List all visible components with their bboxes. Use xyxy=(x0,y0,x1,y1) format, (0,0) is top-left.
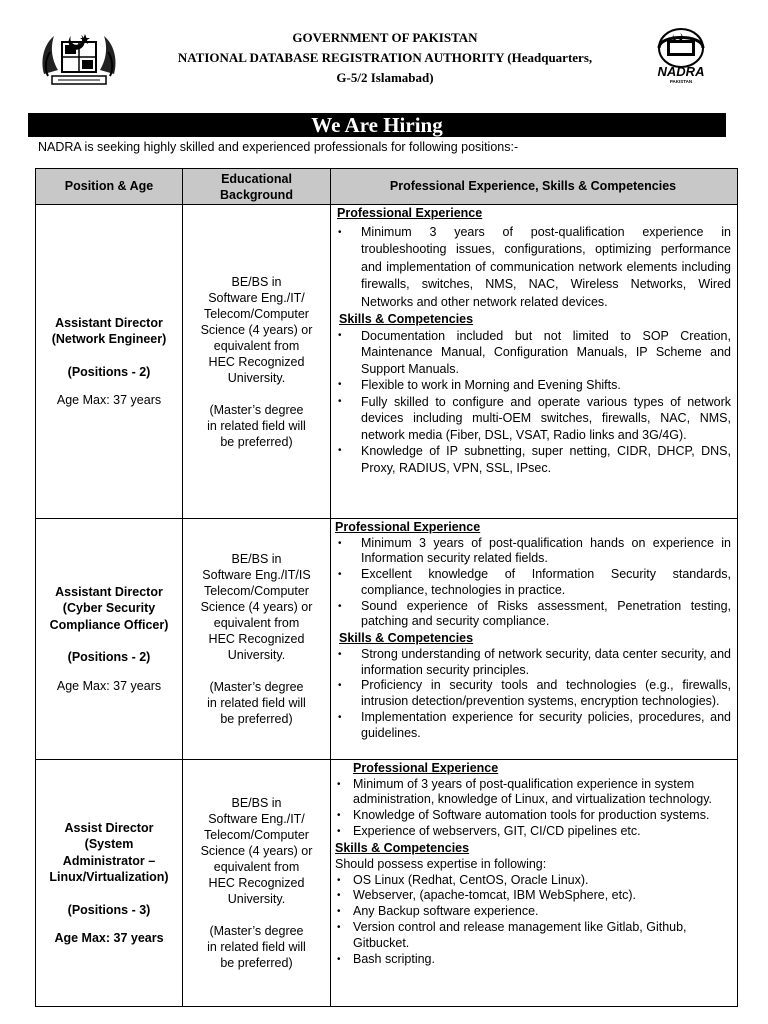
experience-heading: Professional Experience xyxy=(335,520,481,534)
position-count: (Positions - 2) xyxy=(67,650,151,665)
list-item: • Minimum 3 years of post-qualification hands on experience in Information security related fields. xyxy=(335,536,731,568)
position-title-line: (System xyxy=(84,837,134,851)
table-row xyxy=(36,205,738,519)
education-line: Telecom/Computer xyxy=(204,584,309,598)
col-header-education xyxy=(183,169,331,205)
education-cell xyxy=(183,760,331,1007)
age-limit: Age Max: 37 years xyxy=(56,393,162,407)
skills-heading: Skills & Competencies xyxy=(339,312,474,327)
education-line: University. xyxy=(227,648,286,662)
position-count: (Positions - 3) xyxy=(67,902,151,917)
age-limit: Age Max: 37 years xyxy=(54,931,164,945)
education-cell xyxy=(183,519,331,760)
letterhead-line-3: G-5/2 Islamabad) xyxy=(336,70,434,85)
list-item: • Documentation included but not limited to SOP Creation, Maintenance Manual, Configuration Manuals, IP Scheme and Support Manuals. xyxy=(335,328,731,378)
education-note-line: in related field will xyxy=(207,418,306,433)
nadra-logo-icon xyxy=(648,26,714,84)
col-header-education-text: Educational Background xyxy=(220,171,293,202)
position-cell xyxy=(36,205,183,519)
education-note-line: (Master’s degree xyxy=(209,402,304,417)
pakistan-emblem-icon xyxy=(38,30,120,86)
list-item: • Any Backup software experience. xyxy=(335,904,731,920)
education-cell xyxy=(183,205,331,519)
skills-list xyxy=(335,647,731,742)
experience-heading: Professional Experience xyxy=(353,761,499,775)
position-title-line: Compliance Officer) xyxy=(49,617,169,632)
education-note-line: (Master’s degree xyxy=(209,924,304,938)
experience-list xyxy=(335,224,731,312)
education-line: HEC Recognized xyxy=(208,876,305,890)
education-line: equivalent from xyxy=(213,860,300,874)
skills-heading: Skills & Competencies xyxy=(339,631,474,646)
list-item: • Minimum 3 years of post-qualification experience in troubleshooting issues, configurations, optimizing performance and implementation of communication network elements including firewalls, switches, NMS, NAC, Wireless Networks, Wired Networks and other network related devices. xyxy=(335,224,731,312)
education-line: Science (4 years) or xyxy=(200,322,313,337)
table-header-row xyxy=(36,169,738,205)
education-line: University. xyxy=(227,892,286,906)
list-item: • Knowledge of IP subnetting, super netting, CIDR, DHCP, DNS, Proxy, RADIUS, VPN, SSL, IPsec. xyxy=(335,443,731,476)
list-item: • Experience of webservers, GIT, CI/CD pipelines etc. xyxy=(335,824,731,840)
position-title-line: (Cyber Security xyxy=(62,601,156,616)
list-item: • Knowledge of Software automation tools for production systems. xyxy=(335,808,731,824)
education-note-line: (Master’s degree xyxy=(209,680,304,694)
letterhead xyxy=(0,0,768,108)
position-cell xyxy=(36,760,183,1007)
letterhead-title xyxy=(130,28,640,88)
col-header-position: Position & Age xyxy=(36,169,183,205)
letterhead-line-2: NATIONAL DATABASE REGISTRATION AUTHORITY (Headquarters, xyxy=(177,50,593,65)
education-line: Software Eng./IT/ xyxy=(208,290,305,305)
education-line: equivalent from xyxy=(213,338,300,353)
list-item: • Flexible to work in Morning and Evening Shifts. xyxy=(335,377,731,394)
position-cell xyxy=(36,519,183,760)
requirements-cell xyxy=(331,205,738,519)
list-item: • OS Linux (Redhat, CentOS, Oracle Linux). xyxy=(335,873,731,889)
education-line: HEC Recognized xyxy=(208,354,305,369)
list-item: • Implementation experience for security policies, procedures, and guidelines. xyxy=(335,710,731,742)
education-line: Software Eng./IT/IS xyxy=(202,568,311,582)
position-title-line: Administrator – xyxy=(62,853,156,868)
education-line: Telecom/Computer xyxy=(204,306,309,321)
letterhead-line-1: GOVERNMENT OF PAKISTAN xyxy=(292,30,478,45)
col-header-experience: Professional Experience, Skills & Competencies xyxy=(331,169,738,205)
position-title-line: Linux/Virtualization) xyxy=(49,870,169,884)
table-row xyxy=(36,760,738,1007)
skills-intro: Should possess expertise in following: xyxy=(335,857,547,872)
education-note-line: in related field will xyxy=(207,940,306,954)
education-line: HEC Recognized xyxy=(208,632,305,646)
education-line: Science (4 years) or xyxy=(200,844,313,858)
education-line: BE/BS in xyxy=(231,796,282,810)
education-note-line: be preferred) xyxy=(220,956,293,970)
skills-list xyxy=(335,873,731,968)
education-line: Science (4 years) or xyxy=(200,600,313,614)
list-item: • Version control and release management like Gitlab, Github, Gitbucket. xyxy=(335,920,731,952)
intro-text: NADRA is seeking highly skilled and experienced professionals for following positions:- xyxy=(38,140,519,154)
list-item: • Strong understanding of network security, data center security, and information security principles. xyxy=(335,647,731,679)
education-note-line: in related field will xyxy=(207,696,306,710)
age-limit: Age Max: 37 years xyxy=(56,678,162,693)
skills-heading: Skills & Competencies xyxy=(335,840,470,855)
experience-list xyxy=(335,777,731,840)
position-title-line: Assistant Director xyxy=(55,315,163,330)
education-line: equivalent from xyxy=(213,616,300,630)
list-item: • Bash scripting. xyxy=(335,952,731,968)
position-title-line: Assistant Director xyxy=(55,584,163,599)
list-item: • Minimum of 3 years of post-qualification experience in system administration, knowledge of Linux, and virtualization technology. xyxy=(335,777,731,809)
skills-list xyxy=(335,328,731,477)
experience-list xyxy=(335,536,731,631)
experience-heading: Professional Experience xyxy=(337,206,483,220)
education-line: BE/BS in xyxy=(231,552,282,566)
nadra-logo-subtext: PAKISTAN xyxy=(669,79,693,84)
education-line: BE/BS in xyxy=(231,274,282,289)
education-line: Telecom/Computer xyxy=(204,828,309,842)
education-line: University. xyxy=(227,370,286,385)
table-row xyxy=(36,519,738,760)
requirements-cell xyxy=(331,519,738,760)
requirements-cell xyxy=(331,760,738,1007)
education-line: Software Eng./IT/ xyxy=(208,812,305,826)
list-item: • Webserver, (apache-tomcat, IBM WebSphere, etc). xyxy=(335,888,731,904)
education-note-line: be preferred) xyxy=(220,712,293,726)
nadra-logo-text: NADRA xyxy=(657,64,705,79)
list-item: • Proficiency in security tools and technologies (e.g., firewalls, intrusion detection/prevention systems, encryption technologies). xyxy=(335,678,731,710)
hiring-banner: We Are Hiring xyxy=(28,113,726,137)
list-item: • Sound experience of Risks assessment, Penetration testing, patching and security compliance. xyxy=(335,599,731,631)
positions-table xyxy=(35,168,738,1007)
list-item: • Fully skilled to configure and operate various types of network devices including multi-OEM switches, firewalls, NAC, NMS, network media (Fiber, DSL, VSAT, Radio links and 3G/4G). xyxy=(335,394,731,444)
education-note-line: be preferred) xyxy=(220,434,293,449)
position-title-line: (Network Engineer) xyxy=(51,332,167,346)
position-count: (Positions - 2) xyxy=(67,364,151,379)
list-item: • Excellent knowledge of Information Security standards, compliance, technologies in practice. xyxy=(335,567,731,599)
position-title-line: Assist Director xyxy=(64,820,154,835)
